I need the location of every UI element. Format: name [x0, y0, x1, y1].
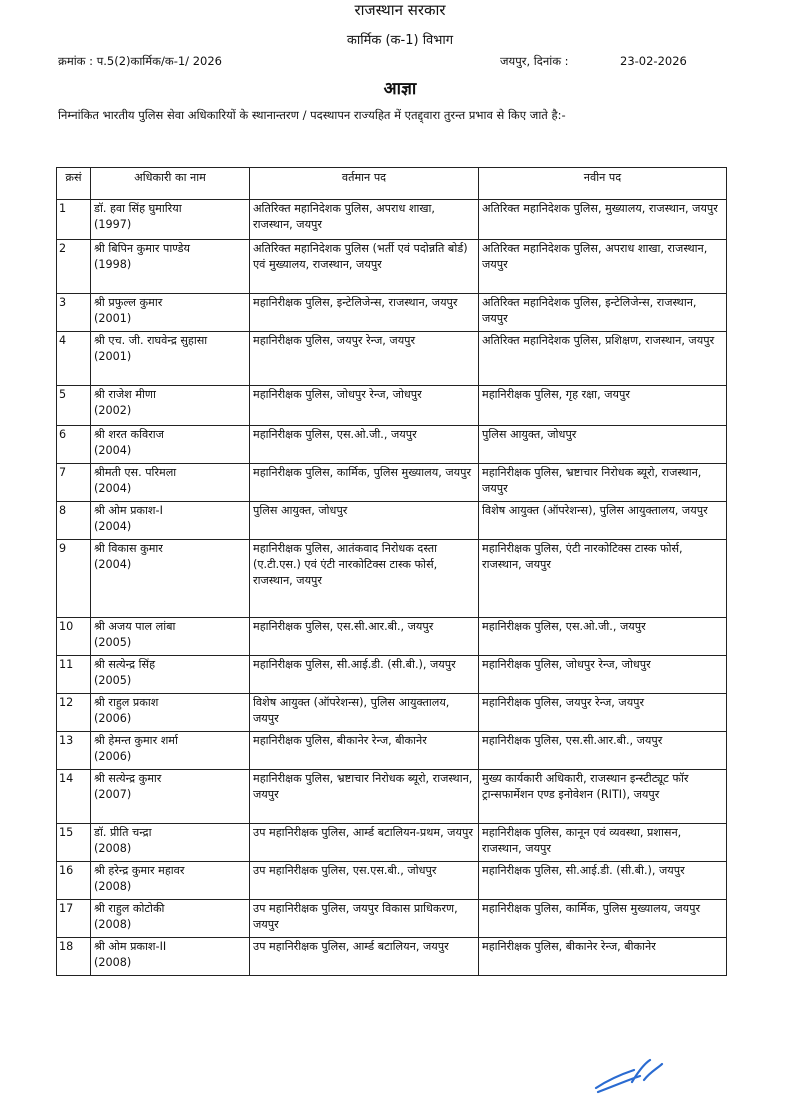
cell-text: श्री हेमन्त कुमार शर्मा	[94, 734, 178, 747]
table-row	[57, 240, 727, 294]
table-row	[57, 502, 727, 540]
cell-text: महानिरीक्षक पुलिस, कार्मिक, पुलिस मुख्यालय, जयपुर	[253, 466, 472, 479]
cell-text: श्री राहुल कोटोकी	[94, 902, 165, 915]
cell-text: महानिरीक्षक पुलिस, एस.सी.आर.बी., जयपुर	[482, 734, 663, 747]
current-post-cell	[250, 426, 479, 464]
cell-text: मुख्य कार्यकारी अधिकारी, राजस्थान इन्स्टीट्यूट फॉर ट्रान्सफार्मेशन एण्ड इनोवेशन (RITI), जयपुर	[482, 772, 689, 801]
cell-text: डॉ. हवा सिंह घुमारिया	[94, 202, 182, 215]
cell-text: अतिरिक्त महानिदेशक पुलिस (भर्ती एवं पदोन्नति बोर्ड) एवं मुख्यालय, राजस्थान, जयपुर	[253, 242, 468, 271]
table-row	[57, 824, 727, 862]
current-post-cell	[250, 900, 479, 938]
new-post-cell	[479, 240, 727, 294]
cell-text: श्री विकास कुमार	[94, 542, 163, 555]
order-intro-text: निम्नांकित भारतीय पुलिस सेवा अधिकारियों के स्थानान्तरण / पदस्थापन राज्यहित में एतद्द्वारा तुरन्त प्रभाव से किए जाते है:-	[58, 108, 566, 122]
officer-batch-year: (2001)	[94, 350, 132, 363]
current-post-cell	[250, 732, 479, 770]
cell-text: महानिरीक्षक पुलिस, सी.आई.डी. (सी.बी.), जयपुर	[253, 658, 456, 671]
government-title: राजस्थान सरकार	[354, 1, 446, 19]
table-row	[57, 540, 727, 618]
officer-batch-year: (2005)	[94, 674, 132, 687]
cell-text: महानिरीक्षक पुलिस, जयपुर रेन्ज, जयपुर	[253, 334, 416, 347]
officer-name-cell	[91, 200, 250, 240]
cell-text: महानिरीक्षक पुलिस, जोधपुर रेन्ज, जोधपुर	[482, 658, 651, 671]
serial-cell	[57, 862, 91, 900]
cell-text: 17	[59, 902, 74, 915]
officer-batch-year: (2008)	[94, 842, 132, 855]
cell-text: महानिरीक्षक पुलिस, एस.ओ.जी., जयपुर	[253, 428, 417, 441]
cell-text: 10	[59, 620, 74, 633]
table-row	[57, 386, 727, 426]
cell-text: महानिरीक्षक पुलिस, आतंकवाद निरोधक दस्ता (ए.टी.एस.) एवं एंटी नारकोटिक्स टास्क फोर्स, राजस्थान, जयपुर	[253, 542, 438, 587]
current-post-cell	[250, 656, 479, 694]
cell-text: श्री शरत कविराज	[94, 428, 164, 441]
officer-batch-year: (2008)	[94, 918, 132, 931]
officer-batch-year: (2005)	[94, 636, 132, 649]
current-post-cell	[250, 862, 479, 900]
table-row	[57, 426, 727, 464]
cell-text: विशेष आयुक्त (ऑपरेशन्स), पुलिस आयुक्तालय, जयपुर	[482, 504, 708, 517]
new-post-cell	[479, 862, 727, 900]
serial-cell	[57, 240, 91, 294]
new-post-cell	[479, 900, 727, 938]
officer-batch-year: (2004)	[94, 520, 132, 533]
cell-text: 3	[59, 296, 67, 309]
current-post-cell	[250, 694, 479, 732]
officer-batch-year: (2002)	[94, 404, 132, 417]
cell-text: 9	[59, 542, 67, 555]
cell-text: 7	[59, 466, 67, 479]
cell-text: श्री ओम प्रकाश-I	[94, 504, 163, 517]
officer-batch-year: (2008)	[94, 880, 132, 893]
officer-name-cell	[91, 900, 250, 938]
order-reference-number: क्रमांक : प.5(2)कार्मिक/क-1/ 2026	[58, 54, 222, 68]
cell-text: महानिरीक्षक पुलिस, एंटी नारकोटिक्स टास्क फोर्स, राजस्थान, जयपुर	[482, 542, 683, 571]
serial-cell	[57, 938, 91, 976]
serial-cell	[57, 900, 91, 938]
table-row	[57, 938, 727, 976]
cell-text: पुलिस आयुक्त, जोधपुर	[253, 504, 348, 517]
new-post-cell	[479, 386, 727, 426]
serial-cell	[57, 294, 91, 332]
officer-batch-year: (2001)	[94, 312, 132, 325]
officer-name-cell	[91, 656, 250, 694]
cell-text: महानिरीक्षक पुलिस, एस.सी.आर.बी., जयपुर	[253, 620, 434, 633]
officer-batch-year: (2008)	[94, 956, 132, 969]
current-post-cell	[250, 502, 479, 540]
new-post-cell	[479, 426, 727, 464]
cell-text: उप महानिरीक्षक पुलिस, आर्म्ड बटालियन, जयपुर	[253, 940, 449, 953]
cell-text: महानिरीक्षक पुलिस, भ्रष्टाचार निरोधक ब्यूरो, राजस्थान, जयपुर	[253, 772, 473, 801]
cell-text: महानिरीक्षक पुलिस, कानून एवं व्यवस्था, प्रशासन, राजस्थान, जयपुर	[482, 826, 682, 855]
officer-name-cell	[91, 618, 250, 656]
table-row	[57, 200, 727, 240]
officer-batch-year: (2006)	[94, 750, 132, 763]
table-row	[57, 770, 727, 824]
cell-text: 11	[59, 658, 74, 671]
place-date-label: जयपुर, दिनांक :	[500, 54, 569, 68]
serial-cell	[57, 618, 91, 656]
current-post-cell	[250, 464, 479, 502]
table-row	[57, 732, 727, 770]
officer-name-cell	[91, 294, 250, 332]
cell-text: श्री प्रफुल्ल कुमार	[94, 296, 163, 309]
officer-name-cell	[91, 502, 250, 540]
serial-cell	[57, 694, 91, 732]
header-serial: क्रसं	[57, 168, 91, 200]
cell-text: श्री राजेश मीणा	[94, 388, 156, 401]
table-row	[57, 694, 727, 732]
cell-text: 18	[59, 940, 74, 953]
current-post-cell	[250, 294, 479, 332]
officer-name-cell	[91, 386, 250, 426]
officer-name-cell	[91, 732, 250, 770]
table-row	[57, 656, 727, 694]
department-title: कार्मिक (क-1) विभाग	[346, 33, 454, 48]
new-post-cell	[479, 618, 727, 656]
cell-text: 14	[59, 772, 74, 785]
table-row	[57, 862, 727, 900]
table-header-row	[57, 168, 727, 200]
new-post-cell	[479, 694, 727, 732]
officer-name-cell	[91, 694, 250, 732]
cell-text: श्री एच. जी. राघवेन्द्र सुहासा	[94, 334, 208, 347]
serial-cell	[57, 824, 91, 862]
cell-text: श्री सत्येन्द्र कुमार	[94, 772, 162, 785]
officer-name-cell	[91, 332, 250, 386]
serial-cell	[57, 200, 91, 240]
cell-text: उप महानिरीक्षक पुलिस, जयपुर विकास प्राधिकरण, जयपुर	[253, 902, 458, 931]
officer-batch-year: (2006)	[94, 712, 132, 725]
officer-batch-year: (1997)	[94, 218, 132, 231]
cell-text: श्री बिपिन कुमार पाण्डेय	[94, 242, 191, 255]
new-post-cell	[479, 294, 727, 332]
cell-text: महानिरीक्षक पुलिस, जोधपुर रेन्ज, जोधपुर	[253, 388, 422, 401]
current-post-cell	[250, 618, 479, 656]
cell-text: 4	[59, 334, 67, 347]
cell-text: 16	[59, 864, 74, 877]
officer-name-cell	[91, 862, 250, 900]
officer-name-cell	[91, 540, 250, 618]
cell-text: अतिरिक्त महानिदेशक पुलिस, प्रशिक्षण, राजस्थान, जयपुर	[482, 334, 715, 347]
cell-text: महानिरीक्षक पुलिस, गृह रक्षा, जयपुर	[482, 388, 630, 401]
cell-text: उप महानिरीक्षक पुलिस, आर्म्ड बटालियन-प्रथम, जयपुर	[253, 826, 473, 839]
serial-cell	[57, 502, 91, 540]
current-post-cell	[250, 240, 479, 294]
table-row	[57, 618, 727, 656]
officer-name-cell	[91, 938, 250, 976]
cell-text: डॉ. प्रीति चन्द्रा	[94, 826, 152, 839]
cell-text: महानिरीक्षक पुलिस, बीकानेर रेन्ज, बीकानेर	[482, 940, 656, 953]
cell-text: 13	[59, 734, 74, 747]
header-current-post: वर्तमान पद	[250, 168, 479, 200]
current-post-cell	[250, 938, 479, 976]
new-post-cell	[479, 732, 727, 770]
header-new-post: नवीन पद	[479, 168, 727, 200]
officer-name-cell	[91, 770, 250, 824]
current-post-cell	[250, 200, 479, 240]
cell-text: महानिरीक्षक पुलिस, एस.ओ.जी., जयपुर	[482, 620, 646, 633]
cell-text: महानिरीक्षक पुलिस, सी.आई.डी. (सी.बी.), जयपुर	[482, 864, 685, 877]
current-post-cell	[250, 386, 479, 426]
cell-text: उप महानिरीक्षक पुलिस, एस.एस.बी., जोधपुर	[253, 864, 437, 877]
cell-text: पुलिस आयुक्त, जोधपुर	[482, 428, 577, 441]
officer-name-cell	[91, 426, 250, 464]
officer-name-cell	[91, 240, 250, 294]
new-post-cell	[479, 332, 727, 386]
cell-text: महानिरीक्षक पुलिस, भ्रष्टाचार निरोधक ब्यूरो, राजस्थान, जयपुर	[482, 466, 702, 495]
cell-text: 1	[59, 202, 67, 215]
cell-text: महानिरीक्षक पुलिस, बीकानेर रेन्ज, बीकानेर	[253, 734, 427, 747]
serial-cell	[57, 540, 91, 618]
new-post-cell	[479, 200, 727, 240]
cell-text: श्री ओम प्रकाश-II	[94, 940, 167, 953]
officer-batch-year: (2004)	[94, 558, 132, 571]
cell-text: 2	[59, 242, 67, 255]
current-post-cell	[250, 770, 479, 824]
cell-text: महानिरीक्षक पुलिस, इन्टेलिजेन्स, राजस्थान, जयपुर	[253, 296, 458, 309]
transfer-table	[56, 167, 727, 976]
serial-cell	[57, 732, 91, 770]
officer-batch-year: (2004)	[94, 482, 132, 495]
header-officer-name: अधिकारी का नाम	[91, 168, 250, 200]
officer-name-cell	[91, 824, 250, 862]
new-post-cell	[479, 938, 727, 976]
new-post-cell	[479, 464, 727, 502]
new-post-cell	[479, 502, 727, 540]
table-row	[57, 900, 727, 938]
serial-cell	[57, 656, 91, 694]
officer-batch-year: (1998)	[94, 258, 132, 271]
cell-text: अतिरिक्त महानिदेशक पुलिस, अपराध शाखा, राजस्थान, जयपुर	[253, 202, 435, 231]
cell-text: अतिरिक्त महानिदेशक पुलिस, अपराध शाखा, राजस्थान, जयपुर	[482, 242, 708, 271]
serial-cell	[57, 332, 91, 386]
order-date: 23-02-2026	[620, 54, 687, 68]
order-title: आज्ञा	[383, 79, 417, 99]
cell-text: विशेष आयुक्त (ऑपरेशन्स), पुलिस आयुक्तालय, जयपुर	[253, 696, 450, 725]
cell-text: 5	[59, 388, 67, 401]
cell-text: 15	[59, 826, 74, 839]
serial-cell	[57, 464, 91, 502]
cell-text: अतिरिक्त महानिदेशक पुलिस, मुख्यालय, राजस्थान, जयपुर	[482, 202, 718, 215]
serial-cell	[57, 386, 91, 426]
new-post-cell	[479, 656, 727, 694]
new-post-cell	[479, 824, 727, 862]
current-post-cell	[250, 824, 479, 862]
new-post-cell	[479, 540, 727, 618]
cell-text: श्री राहुल प्रकाश	[94, 696, 159, 709]
current-post-cell	[250, 332, 479, 386]
serial-cell	[57, 770, 91, 824]
cell-text: 8	[59, 504, 67, 517]
cell-text: 12	[59, 696, 74, 709]
cell-text: महानिरीक्षक पुलिस, जयपुर रेन्ज, जयपुर	[482, 696, 645, 709]
cell-text: श्री अजय पाल लांबा	[94, 620, 176, 633]
cell-text: महानिरीक्षक पुलिस, कार्मिक, पुलिस मुख्यालय, जयपुर	[482, 902, 701, 915]
cell-text: श्री सत्येन्द्र सिंह	[94, 658, 156, 671]
officer-name-cell	[91, 464, 250, 502]
table-row	[57, 464, 727, 502]
cell-text: श्री हरेन्द्र कुमार महावर	[94, 864, 185, 877]
officer-batch-year: (2004)	[94, 444, 132, 457]
table-row	[57, 332, 727, 386]
signature-mark	[588, 1050, 668, 1098]
cell-text: अतिरिक्त महानिदेशक पुलिस, इन्टेलिजेन्स, राजस्थान, जयपुर	[482, 296, 697, 325]
new-post-cell	[479, 770, 727, 824]
cell-text: श्रीमती एस. परिमला	[94, 466, 177, 479]
table-row	[57, 294, 727, 332]
cell-text: 6	[59, 428, 67, 441]
serial-cell	[57, 426, 91, 464]
current-post-cell	[250, 540, 479, 618]
officer-batch-year: (2007)	[94, 788, 132, 801]
